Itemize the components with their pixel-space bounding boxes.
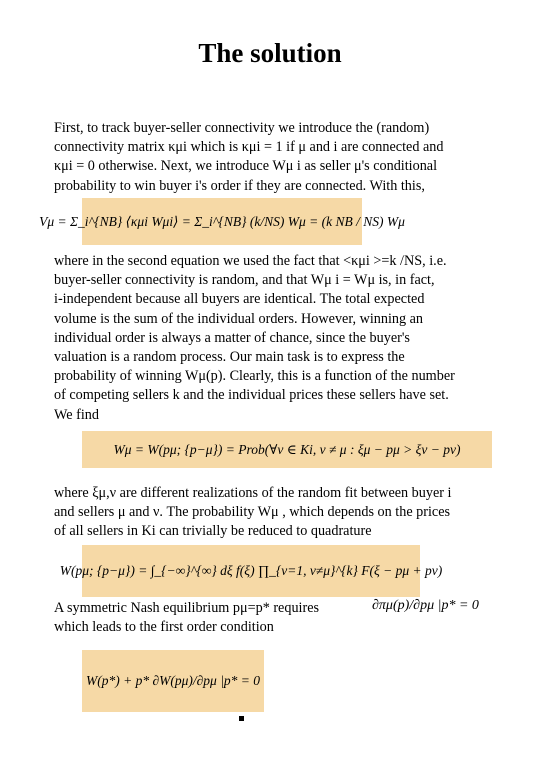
text-line: which leads to the first order condition bbox=[54, 619, 274, 636]
equation-volume: Vμ = Σ_i^{NB} ⟨κμi Wμi⟩ = Σ_i^{NB} (k/NS) Wμ = (k NB / NS) Wμ bbox=[82, 198, 362, 245]
text-line: where ξμ,ν are different realizations of the random fit between buyer i bbox=[54, 485, 452, 501]
text-line: probability to win buyer i's order if they are connected. With this, bbox=[54, 177, 425, 194]
paragraph-realizations bbox=[54, 484, 514, 542]
text-line: probability of winning Wμ(p). Clearly, this is a function of the number bbox=[54, 368, 455, 385]
equation-first-order: W(p*) + p* ∂W(pμ)/∂pμ |p* = 0 bbox=[82, 650, 264, 712]
text-line: connectivity matrix κμi which is κμi = 1 if μ and i are connected and bbox=[54, 139, 444, 156]
paragraph-intro bbox=[54, 119, 514, 196]
text-line: First, to track buyer-seller connectivity we introduce the (random) bbox=[54, 120, 430, 136]
text-line: buyer-seller connectivity is random, and that Wμ i = Wμ is, in fact, bbox=[54, 272, 435, 289]
equation-win-probability: Wμ = W(pμ; {p−μ}) = Prob(∀ν ∈ Ki, ν ≠ μ : ξμ − pμ > ξν − pν) bbox=[82, 431, 492, 468]
text-line: individual order is always a matter of chance, since the buyer's bbox=[54, 329, 410, 346]
text-line: where in the second equation we used the fact that <κμi >=k /NS, i.e. bbox=[54, 253, 447, 269]
equation-quadrature: W(pμ; {p−μ}) = ∫_{−∞}^{∞} dξ f(ξ) ∏_{ν=1, ν≠μ}^{k} F(ξ − pμ + pν) bbox=[82, 545, 420, 597]
paragraph-connectivity bbox=[54, 252, 514, 425]
equation-nash-condition: ∂πμ(p)/∂pμ |p* = 0 bbox=[372, 598, 479, 613]
bullet-mark bbox=[239, 716, 244, 721]
text-line: of competing sellers k and the individual prices these sellers have set. bbox=[54, 387, 449, 404]
page-title: The solution bbox=[198, 38, 342, 68]
text-line: A symmetric Nash equilibrium pμ=p* requires bbox=[54, 600, 320, 616]
text-line: volume is the sum of the individual orders. However, winning an bbox=[54, 310, 424, 327]
text-line: valuation is a random process. Our main task is to express the bbox=[54, 349, 405, 366]
text-line: κμi = 0 otherwise. Next, we introduce Wμ i as seller μ's conditional bbox=[54, 158, 438, 175]
text-line: of all sellers in Ki can trivially be reduced to quadrature bbox=[54, 523, 372, 540]
text-line: and sellers μ and ν. The probability Wμ , which depends on the prices bbox=[54, 504, 451, 521]
text-line: We find bbox=[54, 406, 99, 423]
text-line: i-independent because all buyers are identical. The total expected bbox=[54, 291, 425, 308]
